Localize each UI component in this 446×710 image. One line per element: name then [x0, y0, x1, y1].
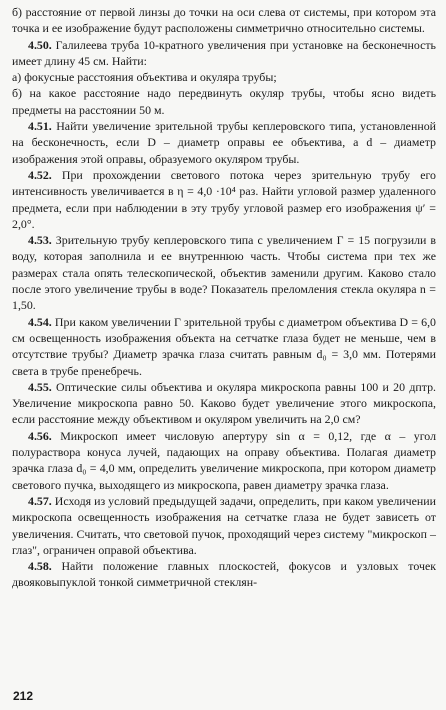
paragraph-text: Зрительную трубу кеплеровского типа с увеличением Γ = 15 погрузили в воду, которая заполнила и ее внутреннюю часть. Чтобы система при тех же размерах стала опять телескопической, объектив заменили другим. Каково стало после этого увеличение трубы в воде? Показатель преломления стекла окуляра n = 1,50. [12, 233, 436, 313]
paragraph-text: Найти положение главных плоскостей, фокусов и узловых точек двояковыпуклой тонкой симметричной стеклян- [12, 559, 436, 590]
page-number: 212 [13, 689, 34, 703]
problem-number: 4.51. [28, 119, 52, 134]
problem-number: 4.56. [28, 428, 52, 443]
problem-number: 4.57. [28, 493, 52, 508]
problem-4-52 [12, 167, 436, 232]
paragraph-text: При прохождении светового потока через зрительную трубу его интенсивность увеличивается в η = 4,0 ·10⁴ раз. Найти угловой размер удаленного предмета, если при наблюдении в эту трубу угловой размер его изображения ψ′ = 2,0°. [12, 167, 436, 231]
problem-4-57 [12, 493, 436, 558]
paragraph-text: б) на какое расстояние надо передвинуть окуляр трубы, чтобы ясно видеть предметы на расстоянии 50 м. [12, 86, 436, 117]
paragraph-text: Найти увеличение зрительной трубы кеплеровского типа, установленной на бесконечность, если D – диаметр оправы ее объектива, а d – диаметр изображения этой оправы, образуемого окуляром трубы. [12, 119, 436, 166]
problem-number: 4.58. [28, 559, 52, 574]
paragraph-text: При каком увеличении Γ зрительной трубы с диаметром объектива D = 6,0 см освещенность изображения объекта на сетчатке глаза будет не меньше, чем в отсутствие трубы? Диаметр зрачка глаза считать равным d₀ = 3,0 мм. Потерями света в трубе пренебречь. [12, 314, 436, 378]
text-block [12, 4, 436, 591]
paragraph-text: Галилеева труба 10-кратного увеличения при установке на бесконечность имеет длину 45 см. Найти: [12, 37, 436, 68]
problem-4-58 [12, 558, 436, 591]
problem-4-54 [12, 314, 436, 379]
paragraph-text: б) расстояние от первой линзы до точки на оси слева от системы, при котором эта точка и ее изображение будут расположены симметрично относительно системы. [12, 5, 436, 36]
paragraph-text: а) фокусные расстояния объектива и окуляра трубы; [12, 70, 277, 85]
paragraph-p3 [12, 85, 436, 118]
problem-4-51 [12, 118, 436, 167]
problem-number: 4.54. [28, 314, 52, 329]
problem-number: 4.50. [28, 37, 52, 52]
problem-4-56 [12, 428, 436, 493]
problem-number: 4.52. [28, 167, 52, 182]
paragraph-text: Микроскоп имеет числовую апертуру sin α = 0,12, где α – угол полураствора конуса лучей, падающих на оправу объектива. Полагая диаметр зрачка глаза d₀ = 4,0 мм, определить увеличение микроскопа, при котором диаметр светового пучка, выходящего из микроскопа, равен диаметру зрачка глаза. [12, 428, 436, 492]
paragraph-text: Оптические силы объектива и окуляра микроскопа равны 100 и 20 дптр. Увеличение микроскопа равно 50. Каково будет увеличение этого микроскопа, если расстояние между объективом и окуляром увеличить на 2,0 см? [12, 379, 436, 427]
problem-4-50 [12, 37, 436, 70]
problem-number: 4.55. [28, 379, 52, 394]
problem-number: 4.53. [28, 233, 52, 248]
paragraph-text: Исходя из условий предыдущей задачи, определить, при каком увеличении микроскопа освещенность изображения на сетчатке глаза не будет зависеть от увеличения. Считать, что световой пучок, проходящий через систему "микроскоп – глаз", ограничен оправой объектива. [12, 493, 436, 557]
paragraph-p0 [12, 4, 436, 37]
problem-4-55 [12, 379, 436, 428]
problem-4-53 [12, 232, 436, 313]
paragraph-p2 [12, 69, 436, 85]
